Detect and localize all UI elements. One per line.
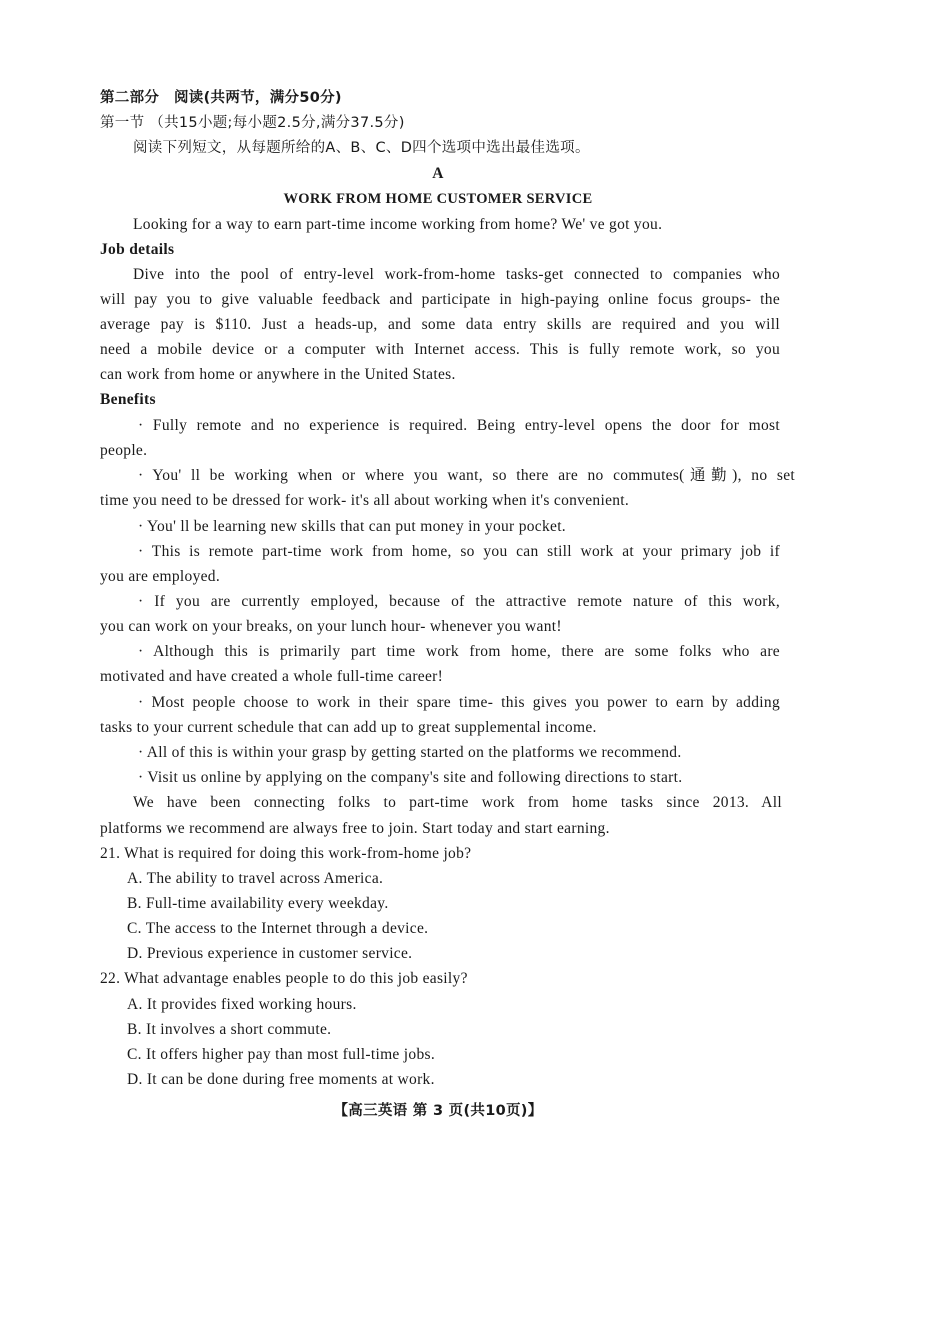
benefit-line: tasks to your current schedule that can add up to great supplemental income.: [100, 719, 597, 736]
answer-option: C. It offers higher pay than most full-time jobs.: [127, 1046, 436, 1063]
benefit-line: · Most people choose to work in their spare time- this gives you power to earn by adding: [138, 694, 780, 711]
answer-option: A. The ability to travel across America.: [127, 870, 384, 887]
benefit-line: · You' ll be learning new skills that can put money in your pocket.: [138, 518, 566, 535]
answer-option: A. It provides fixed working hours.: [127, 996, 357, 1013]
answer-option: D. Previous experience in customer service.: [127, 945, 413, 962]
benefits-heading: Benefits: [100, 391, 156, 408]
job-line: can work from home or anywhere in the United States.: [100, 366, 456, 383]
benefit-line: people.: [100, 442, 148, 459]
benefit-line: motivated and have created a whole full-time career!: [100, 668, 444, 685]
question-stem: 21. What is required for doing this work-from-home job?: [100, 845, 472, 862]
section-heading: 第一节 （共15小题;每小题2.5分,满分37.5分): [100, 115, 405, 131]
benefit-line: time you need to be dressed for work- it's all about working when it's convenient.: [100, 492, 630, 509]
benefit-line: · All of this is within your grasp by getting started on the platforms we recommend.: [138, 744, 682, 761]
page-footer: 【高三英语 第 3 页(共10页)】: [333, 1103, 543, 1119]
benefit-line: you can work on your breaks, on your lunch hour- whenever you want!: [100, 618, 562, 635]
benefit-line: · You' ll be working when or where you want, so there are no commutes(通勤), no set: [138, 467, 795, 484]
question-stem: 22. What advantage enables people to do this job easily?: [100, 970, 468, 987]
part-heading: 第二部分 阅读(共两节，满分50分): [100, 90, 342, 106]
benefit-line: · Visit us online by applying on the company's site and following directions to start.: [138, 769, 683, 786]
answer-option: C. The access to the Internet through a device.: [127, 920, 429, 937]
job-line: average pay is $110. Just a heads-up, and some data entry skills are required and you will: [100, 316, 780, 333]
answer-option: D. It can be done during free moments at work.: [127, 1071, 435, 1088]
closing-line: platforms we recommend are always free to join. Start today and start earning.: [100, 820, 610, 837]
job-line: will pay you to give valuable feedback and participate in high-paying online focus groups- the: [100, 291, 780, 308]
benefit-line: · Although this is primarily part time work from home, there are some folks who are: [138, 643, 780, 660]
answer-option: B. Full-time availability every weekday.: [127, 895, 389, 912]
benefit-line: · Fully remote and no experience is required. Being entry-level opens the door for most: [138, 417, 780, 434]
answer-option: B. It involves a short commute.: [127, 1021, 332, 1038]
instruction: 阅读下列短文，从每题所给的A、B、C、D四个选项中选出最佳选项。: [133, 140, 590, 156]
benefit-line: · This is remote part-time work from home, so you can still work at your primary job if: [138, 543, 780, 560]
passage-title: WORK FROM HOME CUSTOMER SERVICE: [283, 191, 593, 207]
benefit-line: · If you are currently employed, because of the attractive remote nature of this work,: [138, 593, 780, 610]
closing-line: We have been connecting folks to part-time work from home tasks since 2013. All: [133, 794, 782, 811]
job-details-heading: Job details: [100, 241, 175, 258]
passage-letter: A: [432, 165, 444, 182]
intro-line: Looking for a way to earn part-time income working from home? We' ve got you.: [133, 216, 663, 233]
job-line: Dive into the pool of entry-level work-from-home tasks-get connected to companies who: [133, 266, 780, 283]
job-line: need a mobile device or a computer with Internet access. This is fully remote work, so you: [100, 341, 780, 358]
benefit-line: you are employed.: [100, 568, 221, 585]
